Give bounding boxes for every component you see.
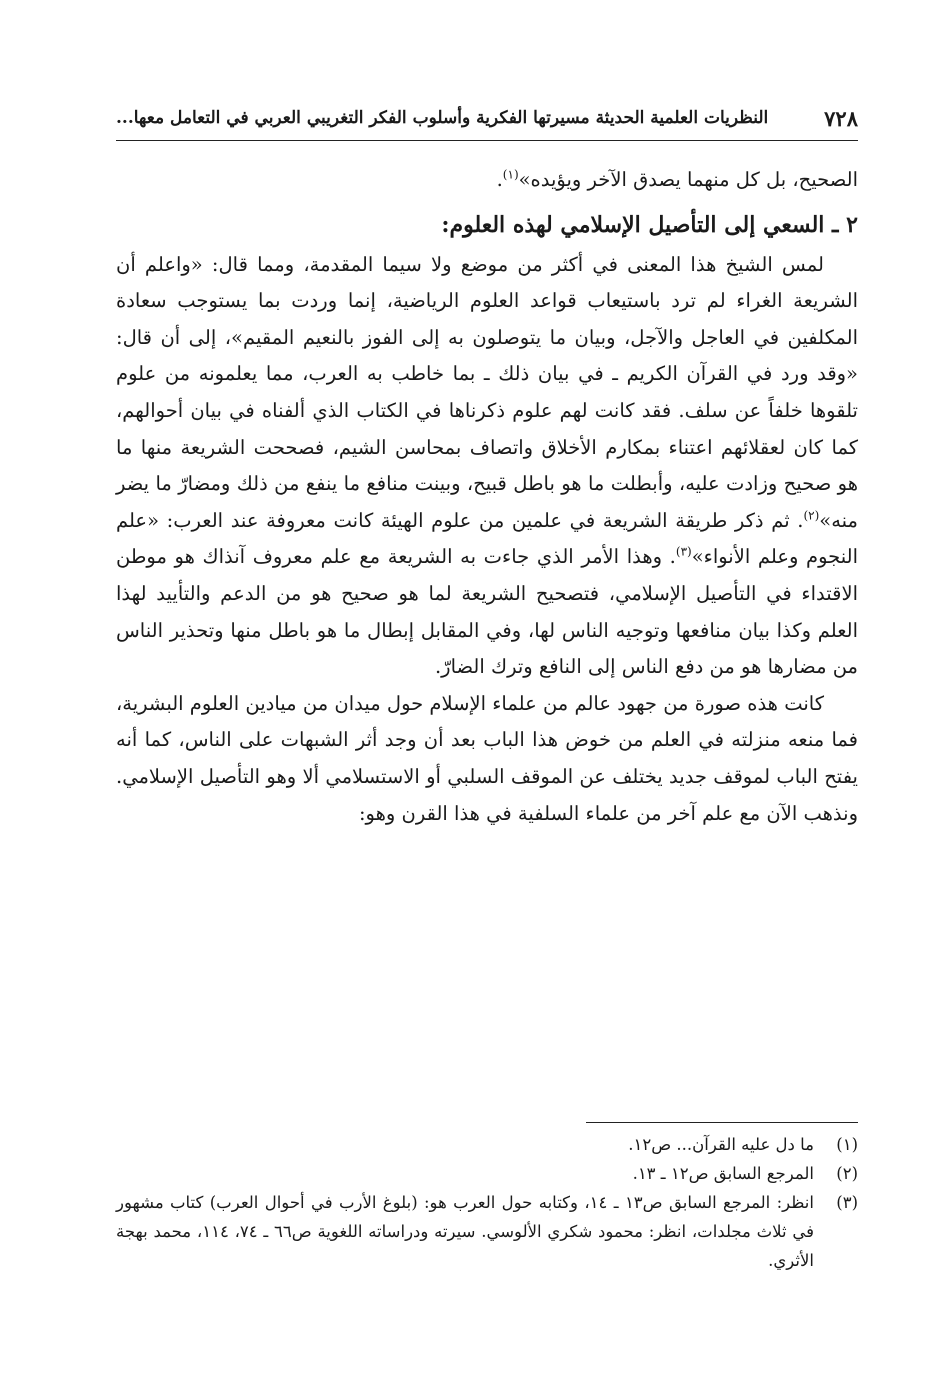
footnote-1 [116,1130,858,1159]
paragraph-1 [116,247,858,686]
running-title: النظريات العلمية الحديثة مسيرتها الفكرية وأسلوب الفكر التغريبي العربي في التعامل معها... [116,108,769,128]
footnote-text: ما دل عليه القرآن... ص١٢. [628,1135,814,1154]
paragraph-text: الصحيح، بل كل منهما يصدق الآخر ويؤيده» [518,168,858,191]
footnote-separator [586,1122,858,1123]
page-number: ٧٢٨ [824,105,858,131]
footnote-marker: (١) [836,1135,858,1154]
footnote-ref-3: (٣) [675,544,692,559]
footnote-ref-1: (١) [502,167,519,182]
footnote-text: المرجع السابق ص١٢ ـ ١٣. [632,1164,814,1183]
page-header [116,96,858,141]
footnote-3 [116,1188,858,1275]
paragraph-text: لمس الشيخ هذا المعنى في أكثر من موضع ولا سيما المقدمة، ومما قال: «واعلم أن الشريعة الغراء لم ترد باستيعاب قواعد العلوم الرياضية، إنما وردت بما يستوجب سعادة المكلفين في العاجل والآجل، وبيان ما يتوصلون به إلى الفوز بالنعيم المقيم»، إلى أن قال: «وقد ورد في القرآن الكريم ـ في بيان ذلك ـ بما خاطب به العرب، مما يعلمونه من علوم تلقوها خلفاً عن سلف. فقد كانت لهم علوم ذكرناها في الكتاب الذي ألفناه في بيان أحوالهم، كما كان لعقلائهم اعتناء بمكارم الأخلاق واتصاف بمحاسن الشيم، فصححت الشريعة منها ما هو صحيح وزادت عليه، وأبطلت ما هو باطل قبيح، وبينت منافع ما ينفع من ذلك ومضارّ ما يضر منه» [116,252,858,532]
main-text [116,162,858,832]
footnote-ref-2: (٢) [803,508,820,523]
paragraph-end: . [496,168,503,191]
footnote-2 [116,1159,858,1188]
paragraph-2: كانت هذه صورة من جهود عالم من علماء الإسلام حول ميدان من ميادين العلوم البشرية، فما منعه منزلته في العلم من خوض هذا الباب بعد أن وجد أثر الشبهات على الناس، كما أنه يفتح الباب لموقف جديد يختلف عن الموقف السلبي أو الاستسلامي ألا وهو التأصيل الإسلامي. ونذهب الآن مع علم آخر من علماء السلفية في هذا القرن وهو: [116,691,858,825]
footnotes [116,1130,858,1275]
section-heading: ٢ ـ السعي إلى التأصيل الإسلامي لهذه العلوم: [441,211,858,238]
paragraph-continuation [116,162,858,199]
footnote-marker: (٣) [836,1193,858,1212]
paragraph-text: . وهذا الأمر الذي جاءت به الشريعة مع علم معروف آنذاك هو موطن الاقتداء في التأصيل الإسلامي، فتصحيح الشريعة لما هو صحيح هو من الدعم والتأييد لهذا العلم وكذا بيان منافعها وتوجيه الناس لها، وفي المقابل إبطال ما هو باطل منها وتحذير الناس من مضارها هو من دفع الناس إلى النافع وترك الضارّ. [116,545,858,679]
footnote-marker: (٢) [836,1164,858,1183]
footnote-text: انظر: المرجع السابق ص١٣ ـ ١٤، وكتابه حول العرب هو: (بلوغ الأرب في أحوال العرب) كتاب مشهور في ثلاث مجلدات، انظر: محمود شكري الألوسي. سيرته ودراساته اللغوية ص٦٦ ـ ٧٤، ١١٤، محمد بهجة الأثري. [116,1193,815,1270]
paragraph-text: . ثم ذكر طريقة الشريعة في علمين من علوم الهيئة كانت معروفة عند العرب: «علم النجوم وعلم الأنواء» [116,508,859,569]
